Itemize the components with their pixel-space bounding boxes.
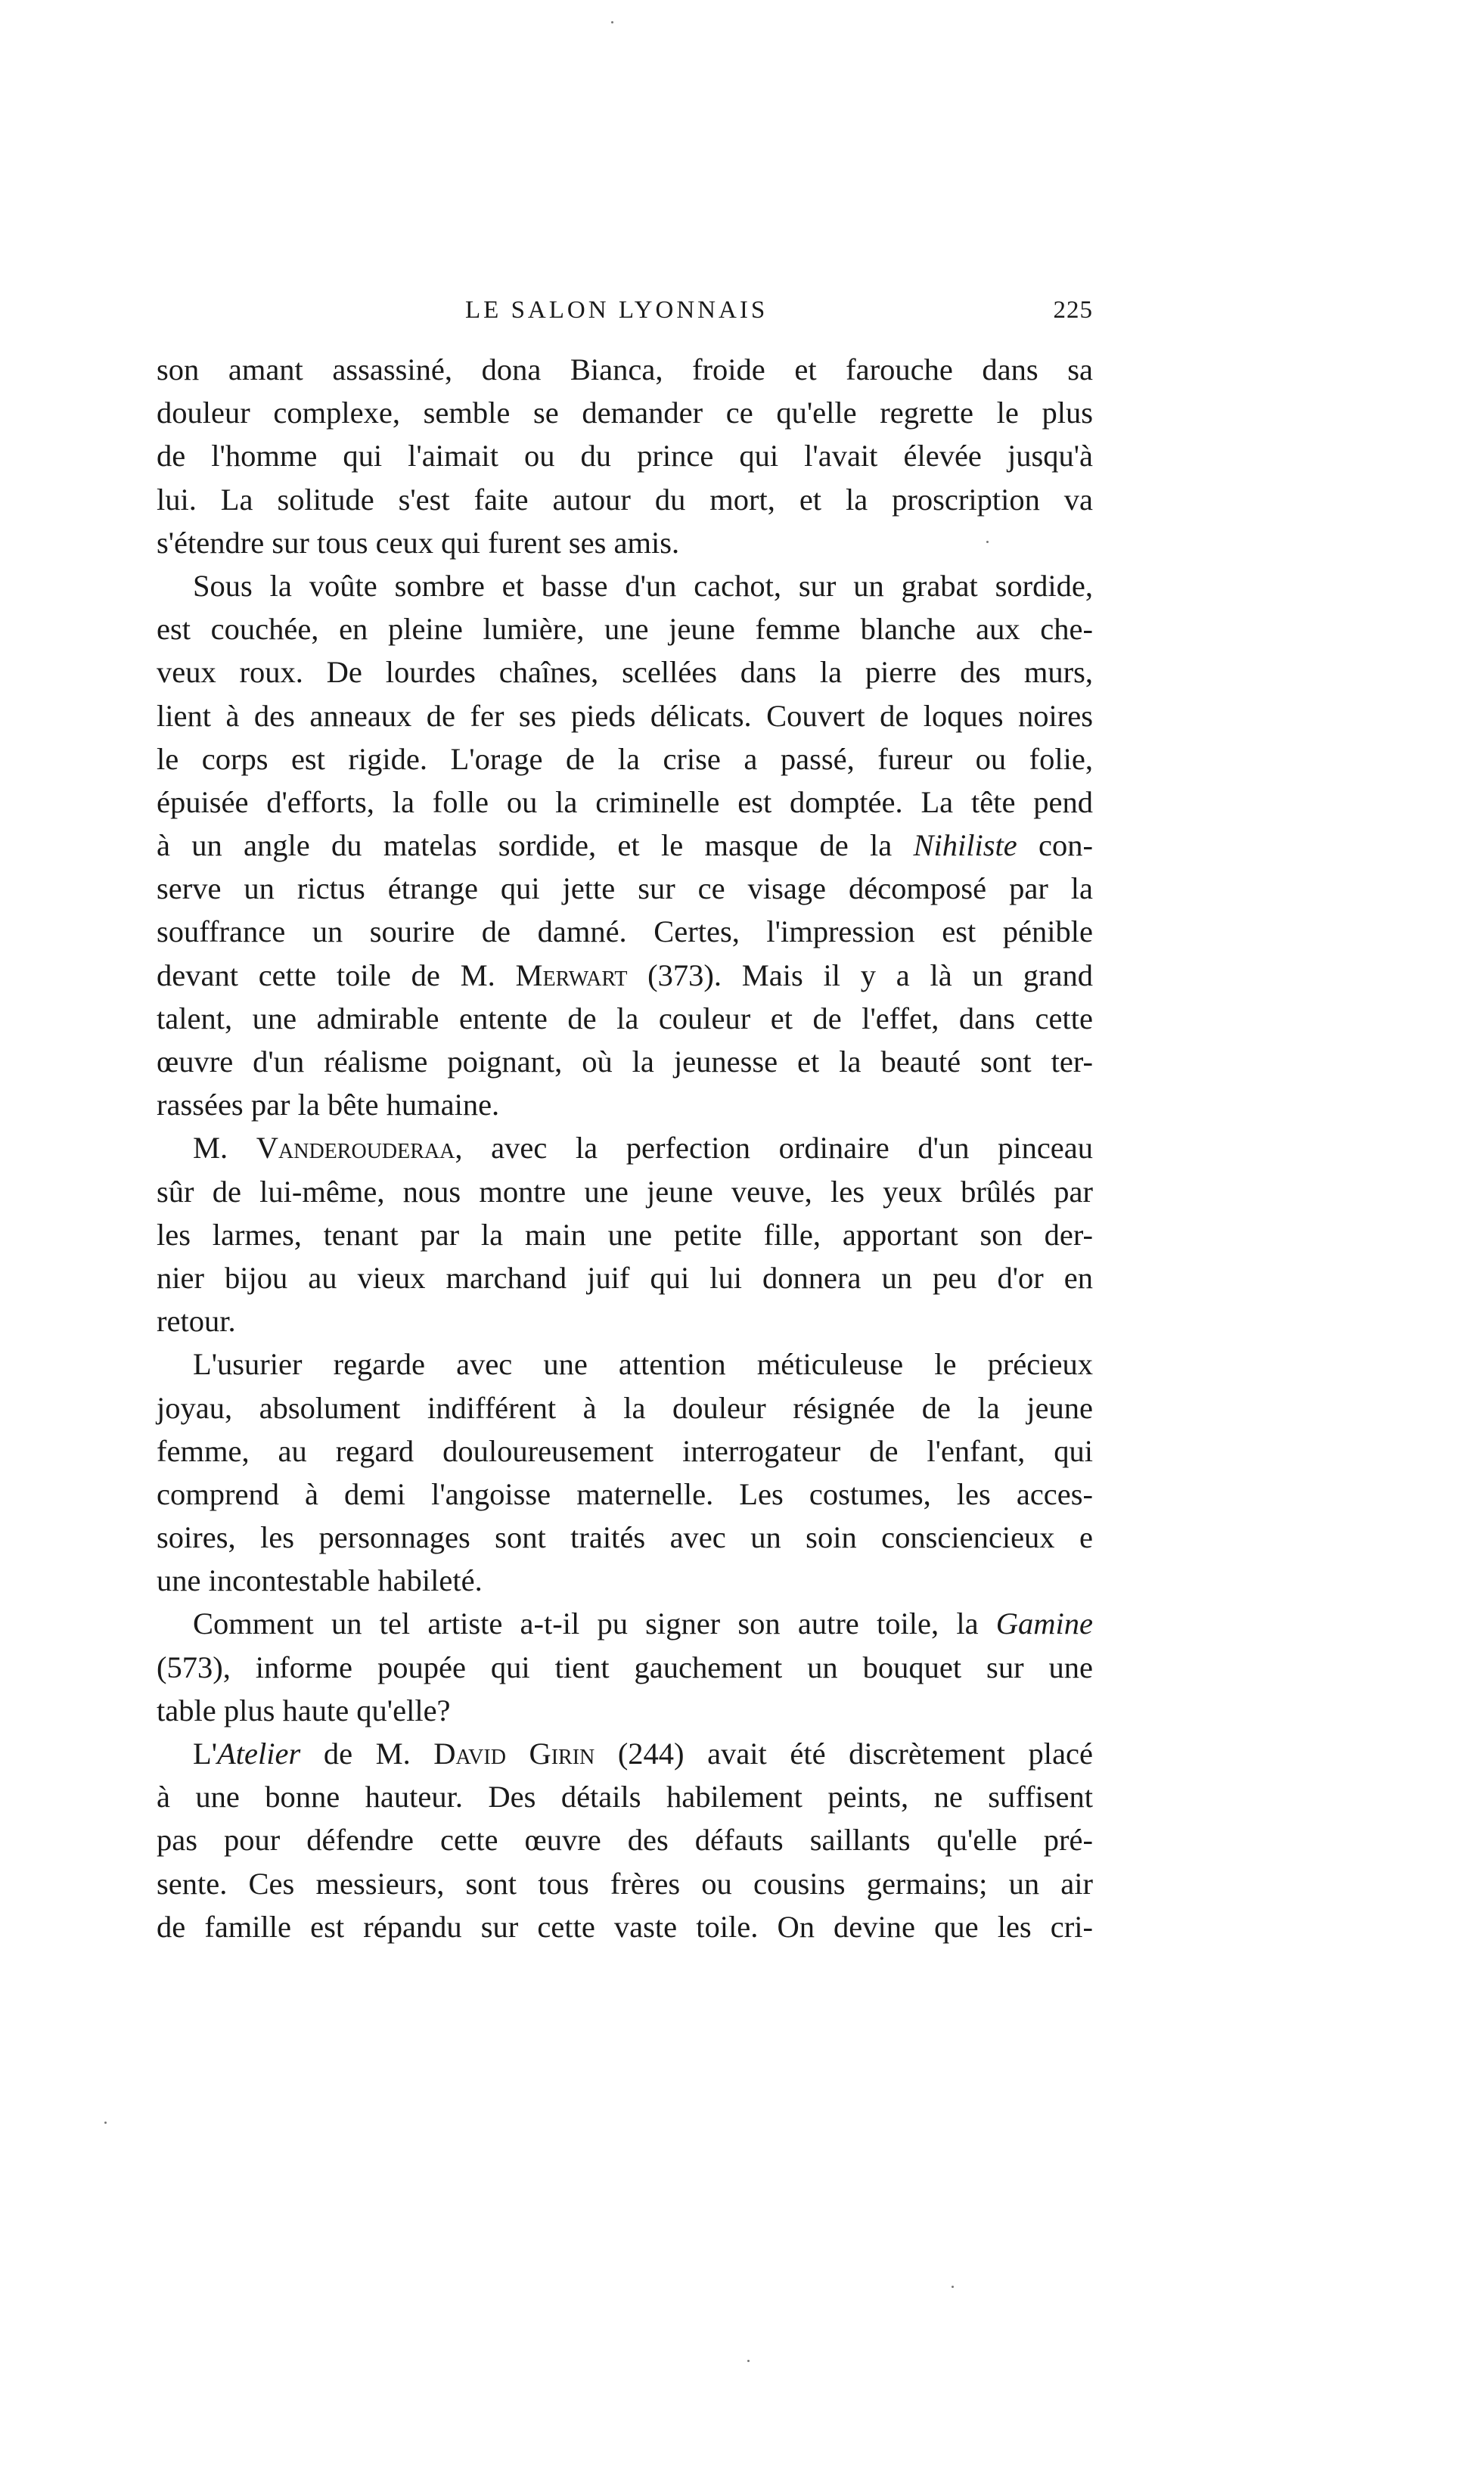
scan-speck <box>986 541 989 543</box>
scan-speck <box>747 2360 750 2362</box>
text-fragment: de M. <box>300 1737 411 1771</box>
text-line: s'étendre sur tous ceux qui furent ses amis. <box>157 525 680 560</box>
page-number: 225 <box>1053 296 1093 324</box>
text-line: serve un rictus étrange qui jette sur ce visage décomposé par la <box>157 871 1093 906</box>
text-line: son amant assassiné, dona Bianca, froide et farouche dans sa <box>157 352 1093 386</box>
painter-name-girin: David Girin <box>433 1737 595 1771</box>
text-line: une incontestable habileté. <box>157 1563 483 1598</box>
text-fragment: L' <box>193 1737 218 1771</box>
text-line: lui. La solitude s'est faite autour du mort, et la proscription va <box>157 482 1093 517</box>
text-fragment: con- <box>1017 828 1094 863</box>
text-line: sente. Ces messieurs, sont tous frères ou cousins germains; un air <box>157 1866 1093 1901</box>
text-line <box>157 1602 1093 1645</box>
text-line: épuisée d'efforts, la folle ou la criminelle est domptée. La tête pend <box>157 784 1093 819</box>
scan-speck <box>104 2122 107 2124</box>
text-line: œuvre d'un réalisme poignant, où la jeunesse et la beauté sont ter- <box>157 1045 1093 1079</box>
title-gamine: Gamine <box>995 1606 1093 1641</box>
text-line: L'usurier regarde avec une attention méticuleuse le précieux <box>193 1347 1093 1382</box>
text-line: le corps est rigide. L'orage de la crise a passé, fureur ou folie, <box>157 741 1093 776</box>
running-header <box>155 296 1093 327</box>
text-line: à une bonne hauteur. Des détails habilement peints, ne suffisent <box>157 1780 1093 1814</box>
paragraph-3 <box>157 1126 1093 1343</box>
paragraph-6 <box>157 1732 1093 1948</box>
text-fragment: (373). Mais il y a là un grand <box>627 958 1093 992</box>
title-atelier: Atelier <box>217 1737 301 1771</box>
text-line <box>157 824 1093 867</box>
paragraph-2 <box>157 564 1093 1126</box>
text-line: Sous la voûte sombre et basse d'un cachot, sur un grabat sordide, <box>193 568 1093 603</box>
painter-name-vanderouderaa: Vanderouderaa <box>256 1131 455 1166</box>
paragraph-5 <box>157 1602 1093 1732</box>
text-line: douleur complexe, semble se demander ce qu'elle regrette le plus <box>157 396 1093 430</box>
scan-speck <box>952 2286 954 2288</box>
paragraph-1 <box>157 348 1093 564</box>
body-text <box>157 348 1093 1948</box>
text-line: sûr de lui-même, nous montre une jeune veuve, les yeux brûlés par <box>157 1174 1093 1209</box>
text-line: de l'homme qui l'aimait ou du prince qui l'avait élevée jusqu'à <box>157 439 1093 473</box>
text-line: retour. <box>157 1304 236 1339</box>
text-line: les larmes, tenant par la main une petite fille, apportant son der- <box>157 1217 1093 1252</box>
text-fragment: Comment un tel artiste a-t-il pu signer son autre toile, la <box>193 1606 979 1641</box>
text-line: est couchée, en pleine lumière, une jeune femme blanche aux che- <box>157 612 1093 647</box>
text-line: lient à des anneaux de fer ses pieds délicats. Couvert de loques noires <box>157 698 1093 733</box>
text-line: de famille est répandu sur cette vaste toile. On devine que les cri- <box>157 1909 1093 1944</box>
text-line: veux roux. De lourdes chaînes, scellées dans la pierre des murs, <box>157 655 1093 690</box>
text-line: femme, au regard douloureusement interrogateur de l'enfant, qui <box>157 1433 1093 1468</box>
text-fragment: M. <box>193 1131 228 1166</box>
text-line: joyau, absolument indifférent à la douleur résignée de la jeune <box>157 1390 1093 1425</box>
text-line: table plus haute qu'elle? <box>157 1693 451 1727</box>
text-line: rassées par la bête humaine. <box>157 1088 500 1122</box>
running-title: LE SALON LYONNAIS <box>465 296 768 324</box>
text-line <box>157 1126 1093 1169</box>
text-line <box>157 1732 1093 1775</box>
scan-speck <box>611 21 613 23</box>
text-line: comprend à demi l'angoisse maternelle. Les costumes, les acces- <box>157 1476 1093 1511</box>
text-line <box>157 954 1093 997</box>
text-fragment: à un angle du matelas sordide, et le masque de la <box>157 828 893 863</box>
title-nihiliste: Nihiliste <box>913 828 1017 863</box>
text-line: pas pour défendre cette œuvre des défauts saillants qu'elle pré- <box>157 1823 1093 1858</box>
text-line: (573), informe poupée qui tient gauchement un bouquet sur une <box>157 1650 1093 1684</box>
text-line: talent, une admirable entente de la couleur et de l'effet, dans cette <box>157 1001 1093 1035</box>
text-line: soires, les personnages sont traités avec un soin consciencieux e <box>157 1520 1093 1555</box>
text-line: souffrance un sourire de damné. Certes, l'impression est pénible <box>157 914 1093 949</box>
text-fragment: (244) avait été discrètement placé <box>595 1737 1093 1771</box>
text-fragment: , avec la perfection ordinaire d'un pinceau <box>455 1131 1094 1166</box>
text-line: nier bijou au vieux marchand juif qui lui donnera un peu d'or en <box>157 1260 1093 1295</box>
painter-name-merwart: Merwart <box>515 958 628 992</box>
paragraph-4 <box>157 1343 1093 1602</box>
text-fragment: devant cette toile de M. <box>157 958 495 992</box>
